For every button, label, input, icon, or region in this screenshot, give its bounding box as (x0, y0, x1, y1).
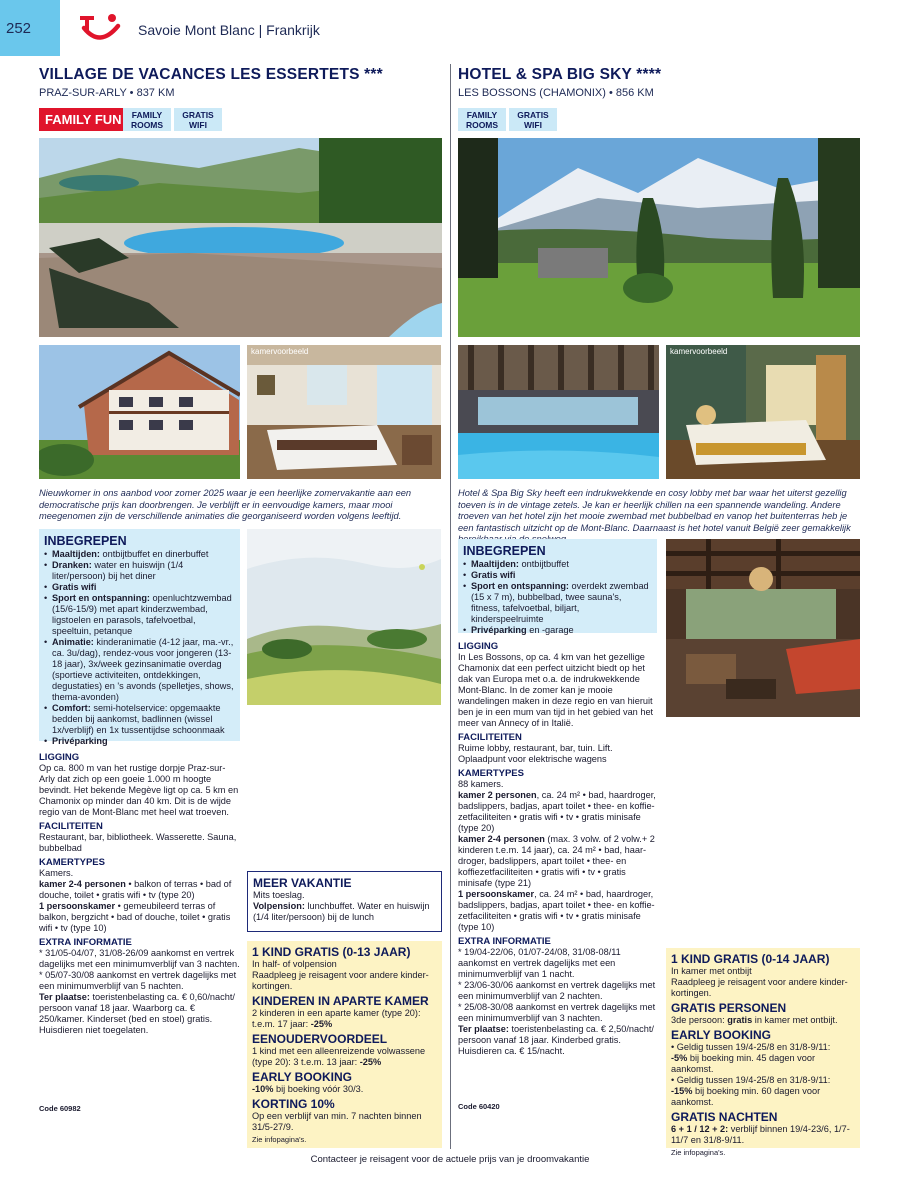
right-promo-text: -5% bij boeking min. 45 dagen voor aankomst. (671, 1053, 816, 1074)
right-extra-info: * 25/08-30/08 aankomst en vertrek dagelijks met een minimumverblijf van 3 nachten. (458, 1002, 656, 1023)
family-rooms-badge: FAMILY ROOMS (458, 108, 506, 131)
right-inbegrepen-box (458, 539, 657, 633)
running-head: Savoie Mont Blanc | Frankrijk (138, 22, 320, 38)
left-intro-text: Nieuwkomer in ons aanbod voor zomer 2025 waar je een heerlijke zomervakantie aan een democratische prijs kan doorbrengen. Je verblijft er in eenvoudige kamers, maar mooi meegenomen zijn de verschillende animaties die georganiseerd worden volgens leeftijd. (39, 488, 412, 521)
left-promo-text: Op een verblijf van min. 7 nachten binnen 31/5-27/9. (252, 1111, 422, 1132)
right-inbegrepen-item: • Sport en ontspanning: overdekt zwembad (15 x 7 m), bubbelbad, twee sauna's, fitness, tafelvoetbal, biljart, kinderspeelruimte (463, 581, 652, 625)
left-promo-box (247, 941, 442, 1148)
right-promo-text: • Geldig tussen 19/4-25/8 en 31/8-9/11: (671, 1075, 831, 1085)
left-extra-title: EXTRA INFORMATIE (39, 937, 132, 948)
meadow-landscape-photo (247, 529, 441, 705)
left-promo-heading: KORTING 10% (252, 1097, 335, 1111)
right-promo-text: 6 + 1 / 12 + 2: verblijf binnen 19/4-23/6, 1/7-11/7 en 31/8-9/11. (671, 1124, 850, 1145)
mont-blanc-view-photo (458, 138, 860, 337)
meer-vakantie-text: Mits toeslag. (253, 890, 305, 900)
chalet-building-photo (39, 345, 240, 479)
left-inbegrepen-title: INBEGREPEN (44, 534, 127, 548)
right-ligging-title: LIGGING (458, 641, 499, 652)
left-booking-code: Code 60982 (39, 1104, 81, 1113)
left-promo-heading: KINDEREN IN APARTE KAMER (252, 994, 429, 1008)
right-inbegrepen-item: • Privéparking en -garage (463, 625, 652, 636)
left-kamertype: 1 persoonskamer • gemeubileerd terras of balkon, bergzicht • bad of douche, toilet • gratis wifi • tv (type 10) (39, 901, 231, 933)
right-booking-code: Code 60420 (458, 1102, 500, 1111)
tui-smile-logo-icon (78, 12, 122, 44)
left-kamertypes-intro: Kamers. (39, 868, 74, 878)
right-promo-heading: EARLY BOOKING (671, 1028, 772, 1042)
left-extra-info: * 31/05-04/07, 31/08-26/09 aankomst en vertrek dagelijks met een minimumverblijf van 3 nachten. (39, 948, 240, 969)
left-extra-info: * 05/07-30/08 aankomst en vertrek dagelijks met een minimumverblijf van 5 nachten. (39, 970, 237, 991)
page-number: 252 (6, 20, 32, 37)
page-footer: Contacteer je reisagent voor de actuele prijs van je droomvakantie (310, 1154, 590, 1165)
right-extra-title: EXTRA INFORMATIE (458, 936, 551, 947)
left-hotel-location: PRAZ-SUR-ARLY • 837 KM (39, 87, 175, 99)
left-promo-heading: 1 KIND GRATIS (0-13 JAAR) (252, 945, 411, 959)
right-promo-box (666, 948, 860, 1157)
right-ter-plaatse: Ter plaatse: toeristenbelasting ca. € 2,50/nacht/ persoon vanaf 18 jaar. Kinderbed gratis. Huisdieren ca. € 15/nacht. (458, 1024, 654, 1056)
left-inbegrepen-item: • Animatie: kinderanimatie (4-12 jaar, ma.-vr., ca. 3u/dag), rendez-vous voor jongeren (13-18 jaar), 3x/week gezinsanimatie overdag (sportieve activiteiten, ontdekkingen, degustaties) en 's avonds (spelletjes, shows, thema-avonden) (44, 637, 235, 703)
left-inbegrepen-item: • Dranken: water en huiswijn (1/4 liter/persoon) bij het diner (44, 560, 235, 582)
right-kamertypes-intro: 88 kamers. (458, 779, 504, 789)
left-kamertype: kamer 2-4 personen • balkon of terras • bad of douche, toilet • gratis wifi • tv (type 20) (39, 879, 232, 900)
pool-photo (39, 138, 442, 337)
left-details-text (39, 749, 240, 1036)
right-promo-note: Zie infopagina's. (671, 1148, 726, 1157)
left-promo-text: 2 kinderen in een aparte kamer (type 20): t.e.m. 17 jaar: -25% (252, 1008, 421, 1029)
left-inbegrepen-item: • Privéparking (44, 736, 235, 747)
right-kamertype: 1 persoonskamer, ca. 24 m² • bad, haardroger, badslippers, badjas, apart toilet • thee- en koffie-zetfaciliteiten • gratis wifi • tv • gratis minisafe (type 10) (458, 889, 655, 932)
right-promo-text: In kamer met ontbijt Raadpleeg je reisagent voor andere kinder-kortingen. (671, 966, 848, 998)
right-room-photo (666, 345, 860, 479)
left-promo-heading: EARLY BOOKING (252, 1070, 353, 1084)
gratis-wifi-badge: GRATIS WIFI (509, 108, 557, 131)
left-promo-heading: EENOUDERVOORDEEL (252, 1032, 388, 1046)
lobby-lounge-photo (666, 539, 860, 717)
left-promo-note: Zie infopagina's. (252, 1135, 307, 1144)
right-promo-text: -15% bij boeking min. 60 dagen voor aankomst. (671, 1086, 821, 1107)
left-ter-plaatse: Ter plaatse: toeristenbelasting ca. € 0,60/nacht/ persoon vanaf 18 jaar. Waarborg ca. € 250/kamer. Kinderset (bed en stoel) gratis. Huisdieren niet toegelaten. (39, 992, 235, 1035)
family-rooms-badge: FAMILY ROOMS (123, 108, 171, 131)
left-hotel-title: VILLAGE DE VACANCES LES ESSERTETS *** (39, 66, 383, 83)
right-hotel-title: HOTEL & SPA BIG SKY **** (458, 66, 662, 83)
right-intro-text: Hotel & Spa Big Sky heeft een indrukwekkende en cosy lobby met bar waar het uiterst gezellig toeven is in de vintage zetels. Je kan er heerlijk chillen na een spannende wandeling. Andere troeven van het hotel zijn het mooie zwembad met bubbelbad en vanop het buitenterras heb je een fantastisch uitzicht op de Mont-Blanc. Daarnaast is het hotel vanuit België zeer gemakkelijk (458, 488, 851, 533)
column-divider (450, 64, 451, 1149)
right-faciliteiten-text: Ruime lobby, restaurant, bar, tuin. Lift. Oplaadpunt voor elektrische wagens (458, 743, 613, 764)
left-inbegrepen-item: • Gratis wifi (44, 582, 235, 593)
right-hotel-location: LES BOSSONS (CHAMONIX) • 856 KM (458, 87, 654, 99)
left-promo-text: In half- of volpension Raadpleeg je reisagent voor andere kinder-kortingen. (252, 959, 429, 991)
right-details-text (458, 641, 659, 1057)
left-inbegrepen-item: • Maaltijden: ontbijtbuffet en dinerbuffet (44, 549, 235, 560)
left-faciliteiten-text: Restaurant, bar, bibliotheek. Wasserette. Sauna, bubbelbad (39, 832, 237, 853)
right-room-photo-label: kamervoorbeeld (670, 347, 728, 356)
right-promo-text: • Geldig tussen 19/4-25/8 en 31/8-9/11: (671, 1042, 831, 1052)
family-fun-badge: FAMILY FUN (39, 108, 128, 131)
right-inbegrepen-item: • Gratis wifi (463, 570, 652, 581)
left-inbegrepen-box (39, 529, 240, 746)
meer-vakantie-title: MEER VAKANTIE (253, 876, 352, 890)
right-promo-heading: 1 KIND GRATIS (0-14 JAAR) (671, 952, 830, 966)
right-kamertype: kamer 2 personen, ca. 24 m² • bad, haardroger, badslippers, badjas, apart toilet • thee- en koffie-zetfaciliteiten • gratis wifi • tv • gratis minisafe (type 20) (458, 790, 656, 833)
right-kamertype: kamer 2-4 personen (max. 3 volw. of 2 volw.+ 2 kinderen t.e.m. 14 jaar), ca. 24 m² • bad, haar-droger, badslippers, apart toilet • thee- en koffiezetfaciliteiten • gratis wifi • tv • gratis minisafe (type 21) (458, 834, 655, 888)
gratis-wifi-badge: GRATIS WIFI (174, 108, 222, 131)
right-ligging-text: In Les Bossons, op ca. 4 km van het gezellige Chamonix dat een perfect uitzicht biedt op het dak van Europa met o.a. de indrukwekkende Mont-Blanc. In de zomer kan je mooie wandelingen maken in deze regio en van hieruit ben je in een mum van tijd in het gebied van het meer van Annecy of in Italië. (458, 652, 654, 728)
meer-vakantie-box (247, 871, 442, 932)
left-promo-text: 1 kind met een alleenreizende volwassene (type 20): 3 t.e.m. 13 jaar: -25% (252, 1046, 426, 1067)
left-faciliteiten-title: FACILITEITEN (39, 821, 103, 832)
right-extra-info: * 23/06-30/06 aankomst en vertrek dagelijks met een minimumverblijf van 2 nachten. (458, 980, 656, 1001)
right-promo-heading: GRATIS PERSONEN (671, 1001, 787, 1015)
left-ligging-title: LIGGING (39, 752, 80, 763)
discount-5: -5% (671, 1053, 688, 1063)
right-faciliteiten-title: FACILITEITEN (458, 732, 522, 743)
right-kamertypes-title: KAMERTYPES (458, 768, 524, 779)
right-promo-heading: GRATIS NACHTEN (671, 1110, 778, 1124)
meer-vakantie-volpension: Volpension: lunchbuffet. Water en huiswijn (1/4 liter/persoon) bij de lunch (253, 901, 430, 922)
left-ligging-text: Op ca. 800 m van het rustige dorpje Praz-sur-Arly dat zich op een goeie 1.000 m hoogte bevindt. Het bekende Megève ligt op ca. 5 km en Chamonix op minder dan 40 km. Dit is de wijde regio van de Mont-Blanc met heel wat troeven. (39, 763, 239, 817)
left-room-photo (247, 345, 441, 479)
left-promo-text: -10% bij boeking vóór 30/3. (252, 1084, 364, 1094)
right-extra-info: * 19/04-22/06, 01/07-24/08, 31/08-08/11 aankomst en vertrek dagelijks met een minimumverblijf van 1 nacht. (458, 947, 621, 979)
right-promo-text: 3de persoon: gratis in kamer met ontbijt. (671, 1015, 838, 1025)
indoor-pool-photo (458, 345, 659, 479)
discount-15: -15% (671, 1086, 693, 1096)
left-room-photo-label: kamervoorbeeld (251, 347, 309, 356)
left-inbegrepen-item: • Comfort: semi-hotelservice: opgemaakte bedden bij aankomst, badlinnen (wissel 1x/verblijf) en 1x tussentijdse schoonmaak (44, 703, 235, 736)
left-inbegrepen-item: • Sport en ontspanning: openluchtzwembad (15/6-15/9) met apart kinderzwembad, ligstoelen en parasols, tafelvoetbal, speeltuin, petanque (44, 593, 235, 637)
right-inbegrepen-item: • Maaltijden: ontbijtbuffet (463, 559, 652, 570)
right-inbegrepen-title: INBEGREPEN (463, 544, 546, 558)
left-kamertypes-title: KAMERTYPES (39, 857, 105, 868)
